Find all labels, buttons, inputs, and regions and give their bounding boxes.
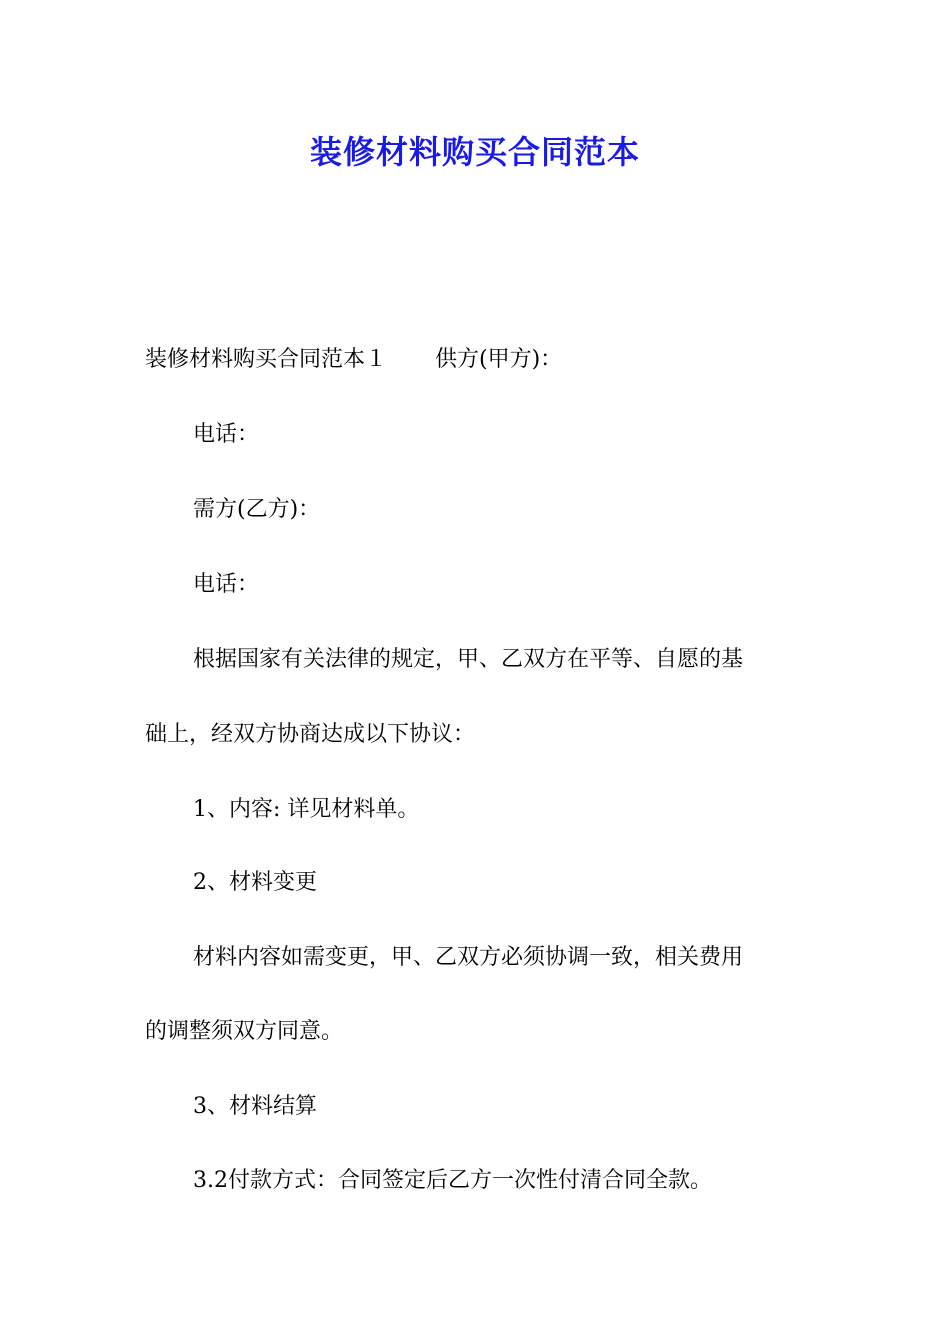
supplier-label: 供方(甲方)：	[435, 347, 563, 372]
buyer-label: 需方(乙方)：	[193, 497, 321, 522]
supplier-phone-label: 电话：	[193, 422, 260, 447]
clause-heading: 3、材料结算	[193, 1094, 317, 1119]
paragraph-line: 的调整须双方同意。	[145, 1019, 344, 1044]
clause-content: 3.2付款方式：合同签定后乙方一次性付清合同全款。	[193, 1168, 712, 1193]
contract-subtitle: 装修材料购买合同范本１	[145, 347, 388, 372]
clause-content: 1、内容: 详见材料单。	[193, 797, 420, 822]
paragraph-line: 础上，经双方协商达成以下协议：	[145, 722, 476, 747]
clause-heading: 2、材料变更	[193, 870, 317, 895]
contract-heading-line	[145, 345, 562, 375]
paragraph-line: 材料内容如需变更，甲、乙双方必须协调一致，相关费用	[193, 945, 744, 970]
document-title: 装修材料购买合同范本	[309, 133, 640, 171]
buyer-phone-label: 电话：	[193, 572, 260, 597]
paragraph-line: 根据国家有关法律的规定，甲、乙双方在平等、自愿的基	[193, 647, 744, 672]
